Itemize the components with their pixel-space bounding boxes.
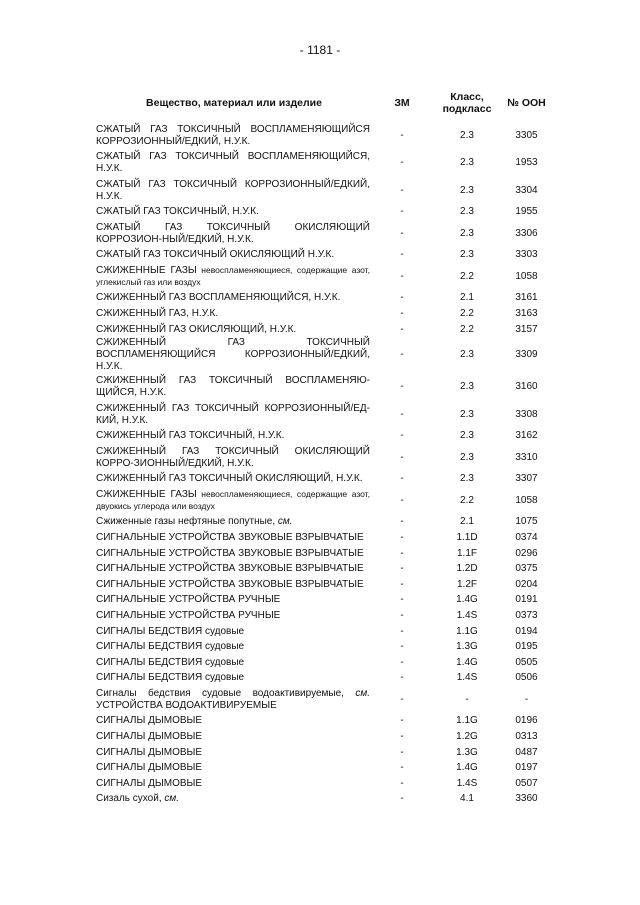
cell-substance: [96, 608, 372, 624]
substance-name: СЖИЖЕННЫЕ ГАЗЫ: [96, 264, 197, 276]
cell-class: 1.4G: [456, 656, 478, 668]
cell-zm: -: [400, 656, 404, 668]
cell-un-number: -: [524, 693, 529, 705]
cell-substance: [96, 671, 372, 687]
cell-zm: -: [400, 547, 404, 559]
table-row: [96, 472, 551, 488]
cell-zm: -: [400, 157, 404, 169]
cell-zm: -: [400, 451, 404, 463]
substance-name: СИГНАЛЫ БЕДСТВИЯ: [96, 672, 203, 684]
cross-reference-marker: см.: [164, 793, 180, 805]
cell-un-number: 3309: [515, 349, 538, 361]
substance-name: СИГНАЛЬНЫЕ УСТРОЙСТВА РУЧНЫЕ: [96, 594, 281, 606]
cell-class: 2.1: [460, 292, 474, 304]
substance-name: СЖИЖЕННЫЙ ГАЗ ОКИСЛЯЮЩИЙ, Н.У.К.: [96, 323, 297, 335]
cell-substance: [96, 593, 372, 609]
cell-zm: -: [400, 430, 404, 442]
substance-name: СИГНАЛЬНЫЕ УСТРОЙСТВА РУЧНЫЕ: [96, 610, 281, 622]
cell-zm: -: [400, 578, 404, 590]
cell-un-number: 0197: [515, 762, 538, 774]
table-row: [96, 608, 551, 624]
cell-substance: [96, 792, 372, 808]
table-row: [96, 624, 551, 640]
cell-class: 2.2: [460, 494, 474, 506]
table-row: [96, 745, 551, 761]
cell-zm: -: [400, 516, 404, 528]
table-row: [96, 263, 551, 291]
substance-qualifier: УСТРОЙСТВА ВОДОАКТИВИРУЕМЫЕ: [96, 699, 277, 711]
cell-un-number: 3161: [515, 292, 538, 304]
cell-un-number: 1058: [515, 494, 538, 506]
cell-zm: -: [400, 693, 404, 705]
substance-name: Сжиженные газы нефтяные попутные,: [96, 516, 278, 528]
substance-name: Сизаль сухой,: [96, 793, 165, 805]
cell-class: 1.1F: [456, 547, 477, 559]
cell-un-number: 0191: [515, 594, 538, 606]
cell-zm: -: [400, 249, 404, 261]
cell-substance: [96, 729, 372, 745]
cell-zm: -: [400, 762, 404, 774]
cell-class: 1.1G: [456, 625, 478, 637]
header-substance: Вещество, материал или изделие: [146, 96, 322, 109]
cell-class: 1.2F: [456, 578, 477, 590]
cross-reference-marker: см.: [355, 687, 370, 699]
cell-class: 2.3: [460, 408, 474, 420]
cell-substance: [96, 745, 372, 761]
substance-qualifier: невоспламеняющиеся, содержащие азот, углекислый газ или воздух: [96, 264, 370, 287]
cell-un-number: 3160: [515, 381, 538, 393]
cell-zm: -: [400, 625, 404, 637]
cell-substance: [96, 546, 372, 562]
table-row: [96, 248, 551, 264]
cell-zm: -: [400, 793, 404, 805]
cell-zm: -: [400, 349, 404, 361]
cell-zm: -: [400, 672, 404, 684]
header-un-number: № ООН: [507, 96, 546, 109]
cell-zm: -: [400, 610, 404, 622]
cell-substance: [96, 639, 372, 655]
table-row: [96, 655, 551, 671]
cell-class: 1.2G: [456, 731, 478, 743]
cell-zm: -: [400, 594, 404, 606]
cell-substance: [96, 561, 372, 577]
cell-zm: -: [400, 641, 404, 653]
substance-name: СЖИЖЕННЫЙ ГАЗ ТОКСИЧНЫЙ ОКИСЛЯЮЩИЙ КОРРО-ЗИОННЫЙ/ЕДКИЙ, Н.У.К.: [96, 445, 370, 469]
cell-un-number: 0194: [515, 625, 538, 637]
substance-name: СЖИЖЕННЫЙ ГАЗ, Н.У.К.: [96, 308, 219, 320]
table-row: [96, 205, 551, 221]
cell-un-number: 0195: [515, 641, 538, 653]
substance-name: СИГНАЛЫ ДЫМОВЫЕ: [96, 777, 203, 789]
cell-substance: [96, 530, 372, 546]
substance-name: СЖАТЫЙ ГАЗ ТОКСИЧНЫЙ ОКИСЛЯЮЩИЙ Н.У.К.: [96, 249, 335, 261]
cell-substance: [96, 401, 372, 429]
cell-un-number: 3163: [515, 308, 538, 320]
header-class-line2: подкласс: [442, 103, 492, 115]
cell-zm: -: [400, 494, 404, 506]
cell-zm: -: [400, 308, 404, 320]
cell-substance: [96, 428, 372, 444]
cell-substance: [96, 655, 372, 671]
header-class-line1: Класс,: [450, 90, 484, 103]
cell-zm: -: [400, 473, 404, 485]
substance-name: СЖИЖЕННЫЙ ГАЗ ТОКСИЧНЫЙ ВОСПЛАМЕНЯЮ-ЩИЙСЯ, Н.У.К.: [96, 375, 370, 399]
cell-class: 2.3: [460, 249, 474, 261]
table-row: [96, 714, 551, 730]
cell-un-number: 1955: [515, 206, 538, 218]
substance-qualifier: судовые: [202, 656, 245, 668]
cell-substance: [96, 306, 372, 322]
substance-name: СЖИЖЕННЫЕ ГАЗЫ: [96, 488, 197, 500]
cell-un-number: 3162: [515, 430, 538, 442]
substance-name: СИГНАЛЫ БЕДСТВИЯ: [96, 625, 203, 637]
cell-class: 4.1: [460, 793, 474, 805]
substance-name: СИГНАЛЫ ДЫМОВЫЕ: [96, 746, 203, 758]
cell-un-number: 3360: [515, 793, 538, 805]
header-zm: ЗМ: [394, 96, 410, 109]
cell-zm: -: [400, 129, 404, 141]
cross-reference-marker: см.: [277, 516, 293, 528]
cell-un-number: 0204: [515, 578, 538, 590]
cell-zm: -: [400, 184, 404, 196]
cell-un-number: 3304: [515, 184, 538, 196]
cell-substance: [96, 177, 372, 205]
cell-class: 2.3: [460, 451, 474, 463]
cell-un-number: 0296: [515, 547, 538, 559]
cell-substance: [96, 150, 372, 178]
cell-un-number: 1075: [515, 516, 538, 528]
cell-class: -: [465, 693, 469, 705]
cell-zm: -: [400, 731, 404, 743]
substance-name: СИГНАЛЫ БЕДСТВИЯ: [96, 641, 203, 653]
substance-name: СИГНАЛЬНЫЕ УСТРОЙСТВА ЗВУКОВЫЕ ВЗРЫВЧАТЫЕ: [96, 532, 364, 544]
cell-un-number: 0313: [515, 731, 538, 743]
cell-class: 1.4S: [456, 610, 478, 622]
table-row: [96, 122, 551, 150]
cell-zm: -: [400, 206, 404, 218]
substance-name: Сигналы бедствия судовые водоактивируемые,: [96, 687, 356, 699]
cell-substance: [96, 322, 372, 338]
cell-class: 2.3: [460, 157, 474, 169]
cell-zm: -: [400, 227, 404, 239]
cell-un-number: 3303: [515, 249, 538, 261]
substance-name: СИГНАЛЬНЫЕ УСТРОЙСТВА ЗВУКОВЫЕ ВЗРЫВЧАТЫЕ: [96, 547, 364, 559]
table-row: [96, 220, 551, 248]
table-row: [96, 639, 551, 655]
cell-un-number: 1058: [515, 270, 538, 282]
cell-un-number: 0506: [515, 672, 538, 684]
cell-zm: -: [400, 292, 404, 304]
cell-class: 2.2: [460, 323, 474, 335]
cell-substance: [96, 122, 372, 150]
table-row: [96, 428, 551, 444]
table-row: [96, 593, 551, 609]
cell-substance: [96, 291, 372, 307]
table-row: [96, 686, 551, 714]
substance-name: СЖИЖЕННЫЙ ГАЗ ВОСПЛАМЕНЯЮЩИЙСЯ, Н.У.К.: [96, 292, 341, 304]
cell-class: 1.4S: [456, 777, 478, 789]
cell-class: 1.1G: [456, 715, 478, 727]
substance-name: СЖИЖЕННЫЙ ГАЗ ТОКСИЧНЫЙ, Н.У.К.: [96, 430, 285, 442]
cell-substance: [96, 577, 372, 593]
cell-class: 2.3: [460, 129, 474, 141]
cell-class: 2.3: [460, 430, 474, 442]
cell-un-number: 0374: [515, 532, 538, 544]
cell-zm: -: [400, 715, 404, 727]
cell-substance: [96, 248, 372, 264]
substance-name: СЖИЖЕННЫЙ ГАЗ ТОКСИЧНЫЙ ОКИСЛЯЮЩИЙ, Н.У.К.: [96, 473, 363, 485]
substance-name: СЖИЖЕННЫЙ ГАЗ ТОКСИЧНЫЙ ВОСПЛАМЕНЯЮЩИЙСЯ КОРРОЗИОННЫЙ/ЕДКИЙ, Н.У.К.: [96, 337, 370, 373]
cell-un-number: 3157: [515, 323, 538, 335]
table-row: [96, 337, 551, 373]
cell-class: 2.2: [460, 308, 474, 320]
substance-name: СИГНАЛЬНЫЕ УСТРОЙСТВА ЗВУКОВЫЕ ВЗРЫВЧАТЫЕ: [96, 563, 364, 575]
cell-zm: -: [400, 323, 404, 335]
table-row: [96, 515, 551, 531]
cell-class: 2.3: [460, 184, 474, 196]
table-row: [96, 401, 551, 429]
table-row: [96, 291, 551, 307]
substance-name: СИГНАЛЫ БЕДСТВИЯ: [96, 656, 203, 668]
table-row: [96, 373, 551, 401]
table-row: [96, 577, 551, 593]
cell-substance: [96, 686, 372, 714]
table-row: [96, 150, 551, 178]
cell-class: 2.2: [460, 270, 474, 282]
cell-class: 2.3: [460, 206, 474, 218]
cell-un-number: 0375: [515, 563, 538, 575]
cell-class: 1.4G: [456, 594, 478, 606]
table-row: [96, 671, 551, 687]
cell-class: 1.3G: [456, 641, 478, 653]
cell-class: 2.3: [460, 349, 474, 361]
cell-substance: [96, 263, 372, 291]
substance-name: СЖАТЫЙ ГАЗ ТОКСИЧНЫЙ КОРРОЗИОННЫЙ/ЕДКИЙ, Н.У.К.: [96, 178, 370, 202]
cell-class: 1.4G: [456, 762, 478, 774]
cell-un-number: 3308: [515, 408, 538, 420]
cell-class: 2.3: [460, 381, 474, 393]
cell-un-number: 3310: [515, 451, 538, 463]
cell-un-number: 3306: [515, 227, 538, 239]
table-row: [96, 776, 551, 792]
table-row: [96, 760, 551, 776]
cell-substance: [96, 444, 372, 472]
cell-un-number: 0196: [515, 715, 538, 727]
cell-class: 1.3G: [456, 746, 478, 758]
cell-un-number: 0373: [515, 610, 538, 622]
cell-substance: [96, 205, 372, 221]
substance-name: СИГНАЛЫ ДЫМОВЫЕ: [96, 731, 203, 743]
cell-class: 1.2D: [456, 563, 478, 575]
table-row: [96, 306, 551, 322]
cell-zm: -: [400, 381, 404, 393]
substance-name: СЖАТЫЙ ГАЗ ТОКСИЧНЫЙ ОКИСЛЯЮЩИЙ КОРРОЗИОН-НЫЙ/ЕДКИЙ, Н.У.К.: [96, 221, 370, 245]
table-row: [96, 546, 551, 562]
substance-qualifier: невоспламеняющиеся, содержащие азот, двуокись углерода или воздух: [96, 488, 370, 511]
substance-name: СЖАТЫЙ ГАЗ ТОКСИЧНЫЙ ВОСПЛАМЕНЯЮЩИЙСЯ, Н.У.К.: [96, 151, 370, 175]
cell-class: 1.1D: [456, 532, 478, 544]
cell-class: 2.1: [460, 516, 474, 528]
substance-name: СИГНАЛЫ ДЫМОВЫЕ: [96, 762, 203, 774]
substance-name: СЖАТЫЙ ГАЗ ТОКСИЧНЫЙ, Н.У.К.: [96, 206, 259, 218]
cell-substance: [96, 714, 372, 730]
table-row: [96, 487, 551, 515]
substance-qualifier: судовые: [202, 641, 245, 653]
cell-substance: [96, 487, 372, 515]
cell-substance: [96, 337, 372, 373]
cell-substance: [96, 760, 372, 776]
table-row: [96, 177, 551, 205]
cell-substance: [96, 220, 372, 248]
cell-class: 2.3: [460, 473, 474, 485]
page-number: - 1181 -: [299, 43, 341, 57]
table-row: [96, 792, 551, 808]
cell-zm: -: [400, 777, 404, 789]
cell-un-number: 1953: [515, 157, 538, 169]
substance-qualifier: судовые: [202, 625, 245, 637]
substance-name: СИГНАЛЫ ДЫМОВЫЕ: [96, 715, 203, 727]
cell-substance: [96, 776, 372, 792]
cell-un-number: 0507: [515, 777, 538, 789]
header-class: [432, 84, 502, 122]
substance-table: [96, 84, 551, 807]
substance-name: СЖАТЫЙ ГАЗ ТОКСИЧНЫЙ ВОСПЛАМЕНЯЮЩИЙСЯ КОРРОЗИОННЫЙ/ЕДКИЙ, Н.У.К.: [96, 123, 370, 147]
cell-class: 1.4S: [456, 672, 478, 684]
table-row: [96, 530, 551, 546]
substance-name: СЖИЖЕННЫЙ ГАЗ ТОКСИЧНЫЙ КОРРОЗИОННЫЙ/ЕД-КИЙ, Н.У.К.: [96, 402, 370, 426]
table-row: [96, 322, 551, 338]
substance-qualifier: судовые: [202, 672, 245, 684]
table-body: [96, 122, 551, 807]
cell-un-number: 3305: [515, 129, 538, 141]
cell-substance: [96, 472, 372, 488]
table-row: [96, 444, 551, 472]
table-row: [96, 729, 551, 745]
cell-zm: -: [400, 408, 404, 420]
cell-un-number: 0505: [515, 656, 538, 668]
cell-substance: [96, 624, 372, 640]
cell-class: 2.3: [460, 227, 474, 239]
cell-zm: -: [400, 532, 404, 544]
cell-un-number: 3307: [515, 473, 538, 485]
cell-substance: [96, 373, 372, 401]
table-header: [96, 84, 551, 122]
cell-substance: [96, 515, 372, 531]
substance-name: СИГНАЛЬНЫЕ УСТРОЙСТВА ЗВУКОВЫЕ ВЗРЫВЧАТЫЕ: [96, 578, 364, 590]
cell-un-number: 0487: [515, 746, 538, 758]
cell-zm: -: [400, 563, 404, 575]
table-row: [96, 561, 551, 577]
cell-zm: -: [400, 746, 404, 758]
cell-zm: -: [400, 270, 404, 282]
